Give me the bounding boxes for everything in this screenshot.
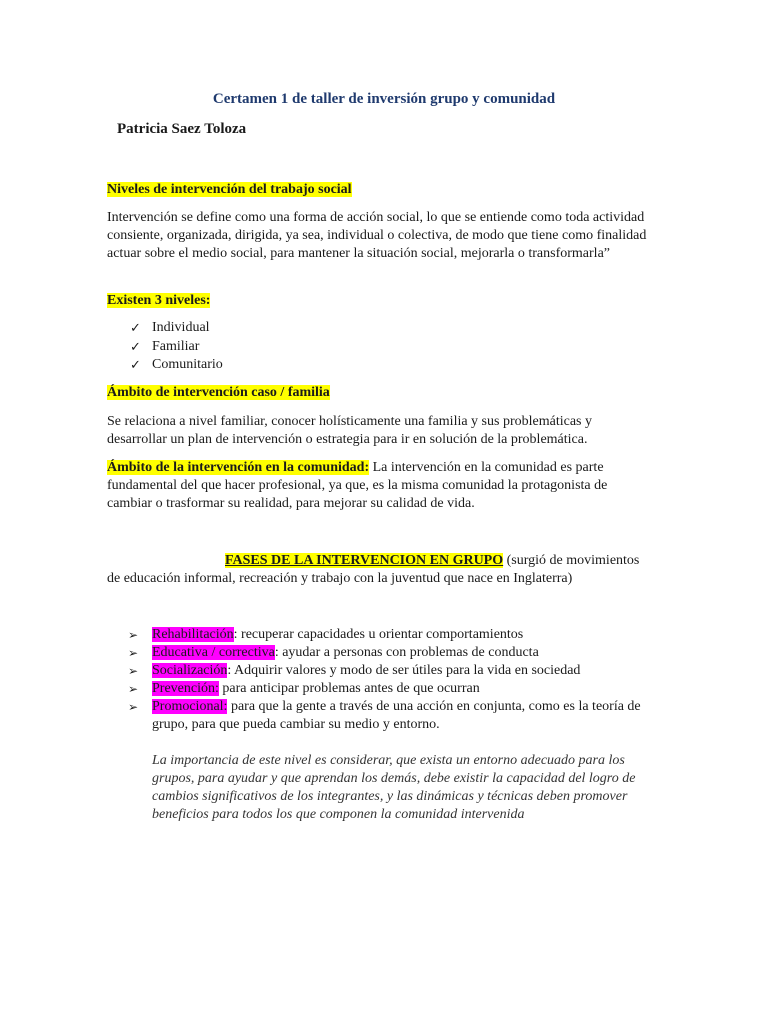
section-family-paragraph: Se relaciona a nivel familiar, conocer holísticamente una familia y sus problemáticas y desarrollar un plan de intervención o estrategia para ir en solución de la problemática. — [107, 414, 592, 447]
section-phases — [107, 552, 647, 588]
heading-text: Existen 3 niveles: — [107, 293, 211, 308]
check-icon: ✓ — [130, 320, 141, 335]
check-icon: ✓ — [130, 357, 141, 372]
list-item — [130, 338, 223, 357]
section-three-levels-heading — [107, 292, 647, 310]
phase-text: : recuperar capacidades u orientar comportamientos — [233, 627, 524, 642]
list-item-label: Comunitario — [152, 357, 223, 372]
document-title: Certamen 1 de taller de inversión grupo y comunidad — [212, 91, 556, 107]
phases-list — [128, 626, 658, 734]
list-item — [128, 662, 658, 680]
list-item-label: Individual — [152, 320, 210, 335]
phase-term: Prevención: — [152, 681, 219, 696]
importance-note: La importancia de este nivel es considerar, que exista un entorno adecuado para los grupos, para ayudar y que aprendan los demás, debe existir la capacidad del logro de cambios significativos de los integrantes, y las dinámicas y técnicas deben promover beneficios para todos los que componen la comunidad intervenida — [152, 753, 636, 822]
phase-term: Rehabilitación — [152, 627, 234, 642]
check-icon: ✓ — [130, 338, 141, 354]
heading-text: Niveles de intervención del trabajo social — [107, 182, 352, 197]
phase-term: Socialización — [152, 663, 228, 678]
phase-text: para anticipar problemas antes de que ocurran — [218, 681, 480, 696]
phase-term: Promocional: — [152, 699, 228, 714]
list-item — [130, 356, 223, 375]
levels-list — [130, 319, 223, 375]
community-heading: Ámbito de la intervención en la comunidad: — [107, 460, 370, 475]
phases-heading: FASES DE LA INTERVENCION EN GRUPO — [225, 553, 504, 568]
section-community — [107, 459, 647, 513]
arrow-bullet-icon: ➢ — [128, 664, 139, 678]
arrow-bullet-icon: ➢ — [128, 682, 139, 696]
section-family-heading — [107, 384, 647, 402]
section-levels-heading — [107, 181, 647, 199]
phase-text: : ayudar a personas con problemas de conducta — [274, 645, 539, 660]
list-item — [128, 680, 658, 698]
community-paragraph: La intervención en la comunidad es parte fundamental del que hacer profesional, ya que, es la misma comunidad la protagonista de cambiar o trasformar su realidad, para mejorar su calidad de vida. — [107, 460, 608, 511]
list-item — [128, 644, 658, 662]
phase-text: para que la gente a través de una acción en conjunta, como es la teoría de grupo, para que pueda cambiar su medio y entorno. — [152, 699, 641, 732]
arrow-bullet-icon: ➢ — [128, 700, 139, 714]
section-levels-paragraph: Intervención se define como una forma de acción social, lo que se entiende como toda actividad consiente, organizada, dirigida, ya sea, individual o colectiva, de modo que tiene como finalidad actuar sobre el medio social, para mantener la situación social, mejorarla o transformarla” — [107, 210, 647, 261]
list-item-label: Familiar — [152, 338, 200, 354]
heading-text: Ámbito de intervención caso / familia — [107, 385, 330, 400]
phases-paragraph: (surgió de movimientos de educación informal, recreación y trabajo con la juventud que nace en Inglaterra) — [107, 553, 640, 586]
phase-text: : Adquirir valores y modo de ser útiles para la vida en sociedad — [227, 663, 581, 678]
list-item — [128, 698, 658, 734]
list-item — [130, 319, 223, 338]
arrow-bullet-icon: ➢ — [128, 628, 139, 642]
author-name: Patricia Saez Toloza — [117, 121, 247, 137]
arrow-bullet-icon: ➢ — [128, 646, 139, 660]
list-item — [128, 626, 658, 644]
phase-term: Educativa / correctiva — [152, 645, 275, 660]
